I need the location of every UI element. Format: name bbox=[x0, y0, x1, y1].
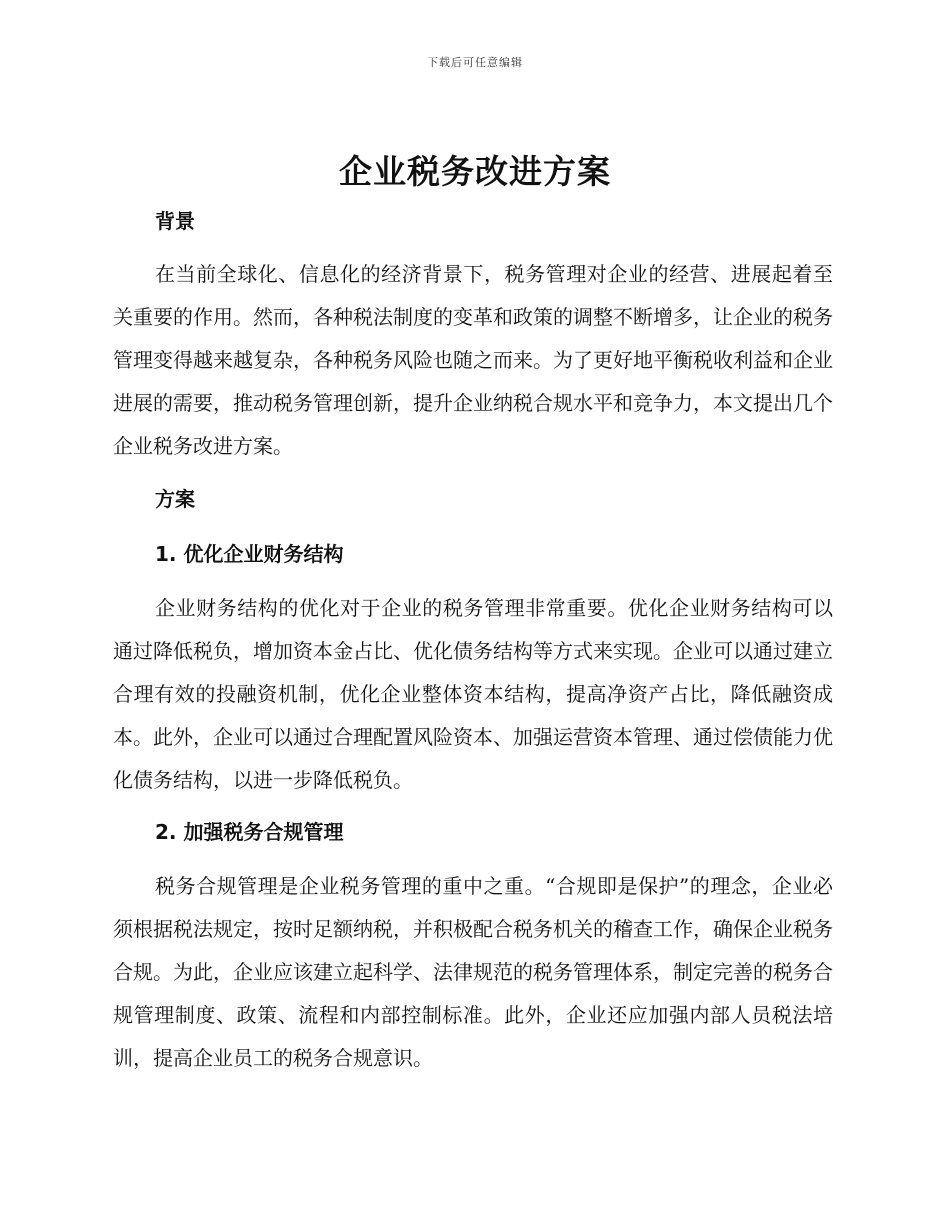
section1-paragraph: 企业财务结构的优化对于企业的税务管理非常重要。优化企业财务结构可以通过降低税负，增加资本金占比、优化债务结构等方式来实现。企业可以通过建立合理有效的投融资机制，优化企业整体资本结构，提高净资产占比，降低融资成本。此外，企业可以通过合理配置风险资本、加强运营资本管理、通过偿债能力优化债务结构，以进一步降低税负。 bbox=[113, 596, 833, 792]
document-title: 企业税务改进方案 bbox=[339, 152, 611, 191]
section2-paragraph: 税务合规管理是企业税务管理的重中之重。“合规即是保护”的理念，企业必须根据税法规定，按时足额纳税，并积极配合税务机关的稽查工作，确保企业税务合规。为此，企业应该建立起科学、法律规范的税务管理体系，制定完善的税务合规管理制度、政策、流程和内部控制标准。此外，企业还应加强内部人员税法培训，提高企业员工的税务合规意识。 bbox=[113, 874, 833, 1070]
background-heading: 背景 bbox=[155, 209, 195, 233]
plan-heading: 方案 bbox=[155, 487, 195, 511]
header-note: 下载后可任意编辑 bbox=[427, 56, 523, 69]
section2-heading: 2. 加强税务合规管理 bbox=[155, 820, 344, 844]
background-paragraph: 在当前全球化、信息化的经济背景下，税务管理对企业的经营、进展起着至关重要的作用。然而，各种税法制度的变革和政策的调整不断增多，让企业的税务管理变得越来越复杂，各种税务风险也随之而来。为了更好地平衡税收利益和企业进展的需要，推动税务管理创新，提升企业纳税合规水平和竞争力，本文提出几个企业税务改进方案。 bbox=[113, 262, 833, 458]
section1-heading: 1. 优化企业财务结构 bbox=[155, 542, 344, 566]
